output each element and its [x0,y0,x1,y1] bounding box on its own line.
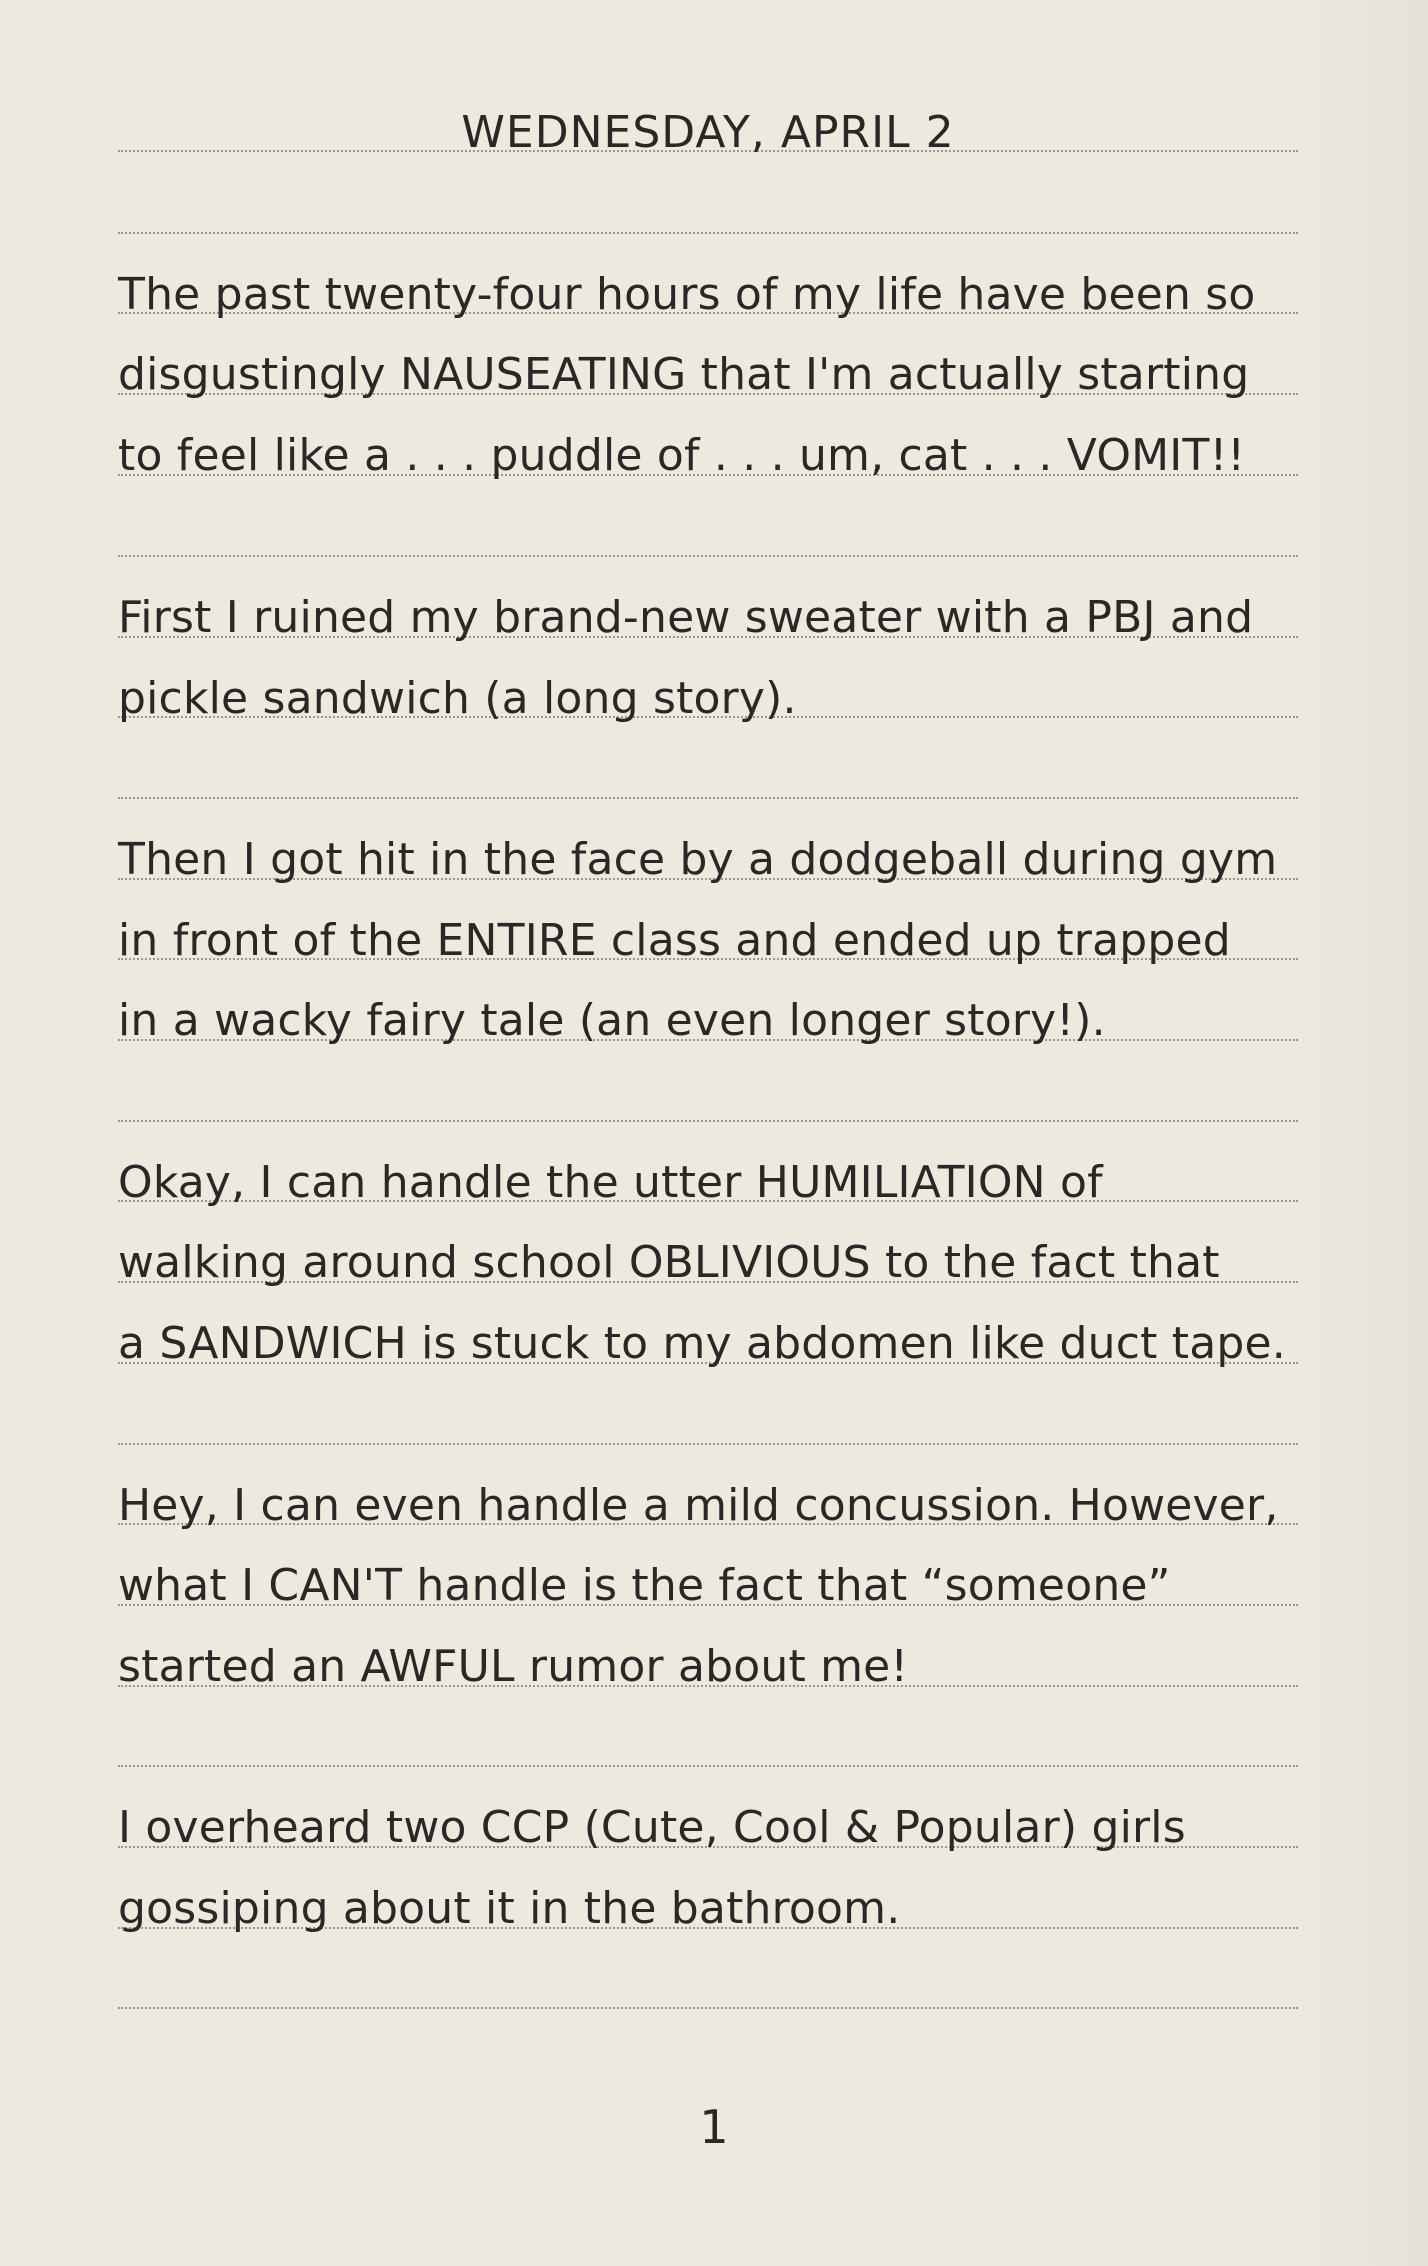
paragraph-line: gossiping about it in the bathroom. [118,1883,901,1934]
paragraph-line: I overheard two CCP (Cute, Cool & Popular) girls [118,1802,1186,1853]
paragraph-line: started an AWFUL rumor about me! [118,1641,909,1692]
paragraph-line: Hey, I can even handle a mild concussion. However, [118,1480,1279,1531]
paragraph-line: a SANDWICH is stuck to my abdomen like duct tape. [118,1318,1286,1369]
paragraph-line: walking around school OBLIVIOUS to the fact that [118,1237,1220,1288]
rule-line [118,555,1298,557]
paragraph-line: Then I got hit in the face by a dodgeball during gym [118,834,1278,885]
paragraph-line: The past twenty-four hours of my life have been so [118,269,1256,320]
rule-line [118,2007,1298,2009]
paragraph-line: what I CAN'T handle is the fact that “someone” [118,1560,1171,1611]
date-heading: WEDNESDAY, APRIL 2 [461,107,955,158]
ruled-lines [118,0,1298,2266]
paragraph-line: First I ruined my brand-new sweater with a PBJ and [118,592,1254,643]
page-shadow [1288,0,1428,2266]
rule-line [118,1443,1298,1445]
paragraph-line: to feel like a . . . puddle of . . . um, cat . . . VOMIT!! [118,430,1246,481]
paragraph-line: in front of the ENTIRE class and ended up trapped [118,915,1231,966]
rule-line [118,1120,1298,1122]
paragraph-line: Okay, I can handle the utter HUMILIATION of [118,1157,1103,1208]
paragraph-line: disgustingly NAUSEATING that I'm actually starting [118,349,1250,400]
rule-line [118,232,1298,234]
paragraph-line: pickle sandwich (a long story). [118,673,797,724]
rule-line [118,1765,1298,1767]
paragraph-line: in a wacky fairy tale (an even longer story!). [118,995,1106,1046]
page-number: 1 [699,2100,729,2154]
rule-line [118,797,1298,799]
